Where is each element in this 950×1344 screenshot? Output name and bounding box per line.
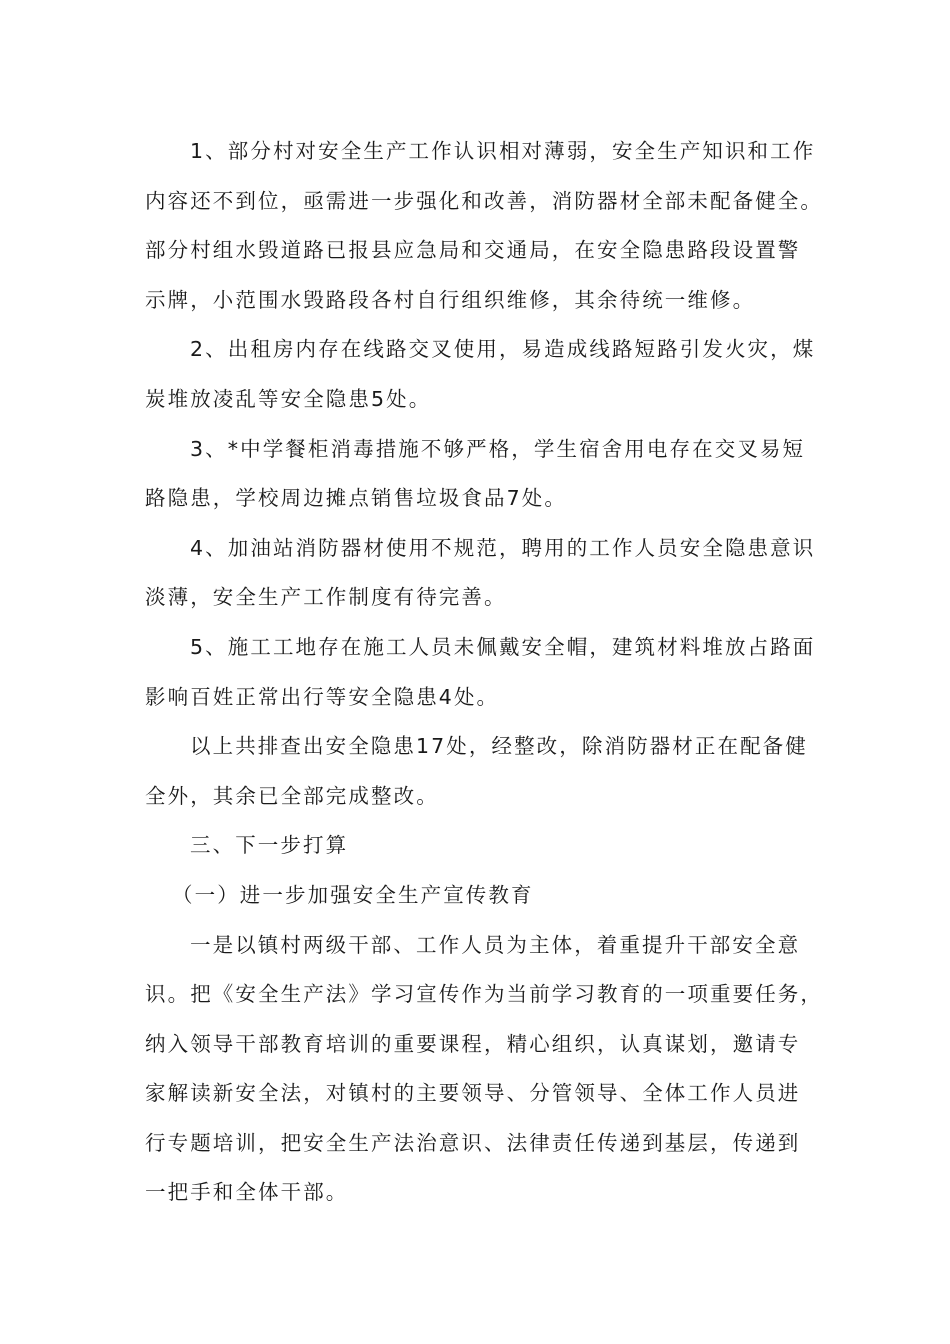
text-line: 行专题培训，把安全生产法治意识、法律责任传递到基层，传递到	[145, 1130, 801, 1155]
text-line: 5、施工工地存在施工人员未佩戴安全帽，建筑材料堆放占路面	[190, 634, 816, 659]
text-line: 淡薄，安全生产工作制度有待完善。	[145, 585, 507, 610]
text-line: 4、加油站消防器材使用不规范，聘用的工作人员安全隐患意识	[190, 535, 816, 560]
text-line: 1、部分村对安全生产工作认识相对薄弱，安全生产知识和工作	[190, 139, 816, 163]
text-line: 2、出租房内存在线路交叉使用，易造成线路短路引发火灾，煤	[190, 337, 816, 362]
text-line: 家解读新安全法，对镇村的主要领导、分管领导、全体工作人员进	[145, 1081, 801, 1106]
text-line: 路隐患，学校周边摊点销售垃圾食品7处。	[145, 486, 567, 511]
text-line: 一是以镇村两级干部、工作人员为主体，着重提升干部安全意	[190, 932, 801, 957]
text-line: 以上共排查出安全隐患17处，经整改，除消防器材正在配备健	[190, 734, 808, 759]
text-line: 影响百姓正常出行等安全隐患4处。	[145, 684, 500, 709]
subsection-heading: （一）进一步加强安全生产宣传教育	[172, 882, 534, 907]
document-body	[145, 127, 823, 1218]
text-line: 炭堆放凌乱等安全隐患5处。	[145, 386, 432, 411]
text-line: 全外，其余已全部完成整改。	[145, 783, 439, 808]
text-line: 纳入领导干部教育培训的重要课程，精心组织，认真谋划，邀请专	[145, 1031, 801, 1056]
text-line: 识。把《安全生产法》学习宣传作为当前学习教育的一项重要任务，	[145, 982, 823, 1007]
text-line: 一把手和全体干部。	[145, 1180, 349, 1205]
text-line: 部分村组水毁道路已报县应急局和交通局，在安全隐患路段设置警	[145, 238, 801, 263]
text-line: 3、*中学餐柜消毒措施不够严格，学生宿舍用电存在交叉易短	[190, 436, 806, 461]
text-line: 内容还不到位，亟需进一步强化和改善，消防器材全部未配备健全。	[145, 188, 823, 213]
text-line: 示牌，小范围水毁路段各村自行组织维修，其余待统一维修。	[145, 287, 756, 312]
section-heading: 三、下一步打算	[190, 833, 349, 858]
